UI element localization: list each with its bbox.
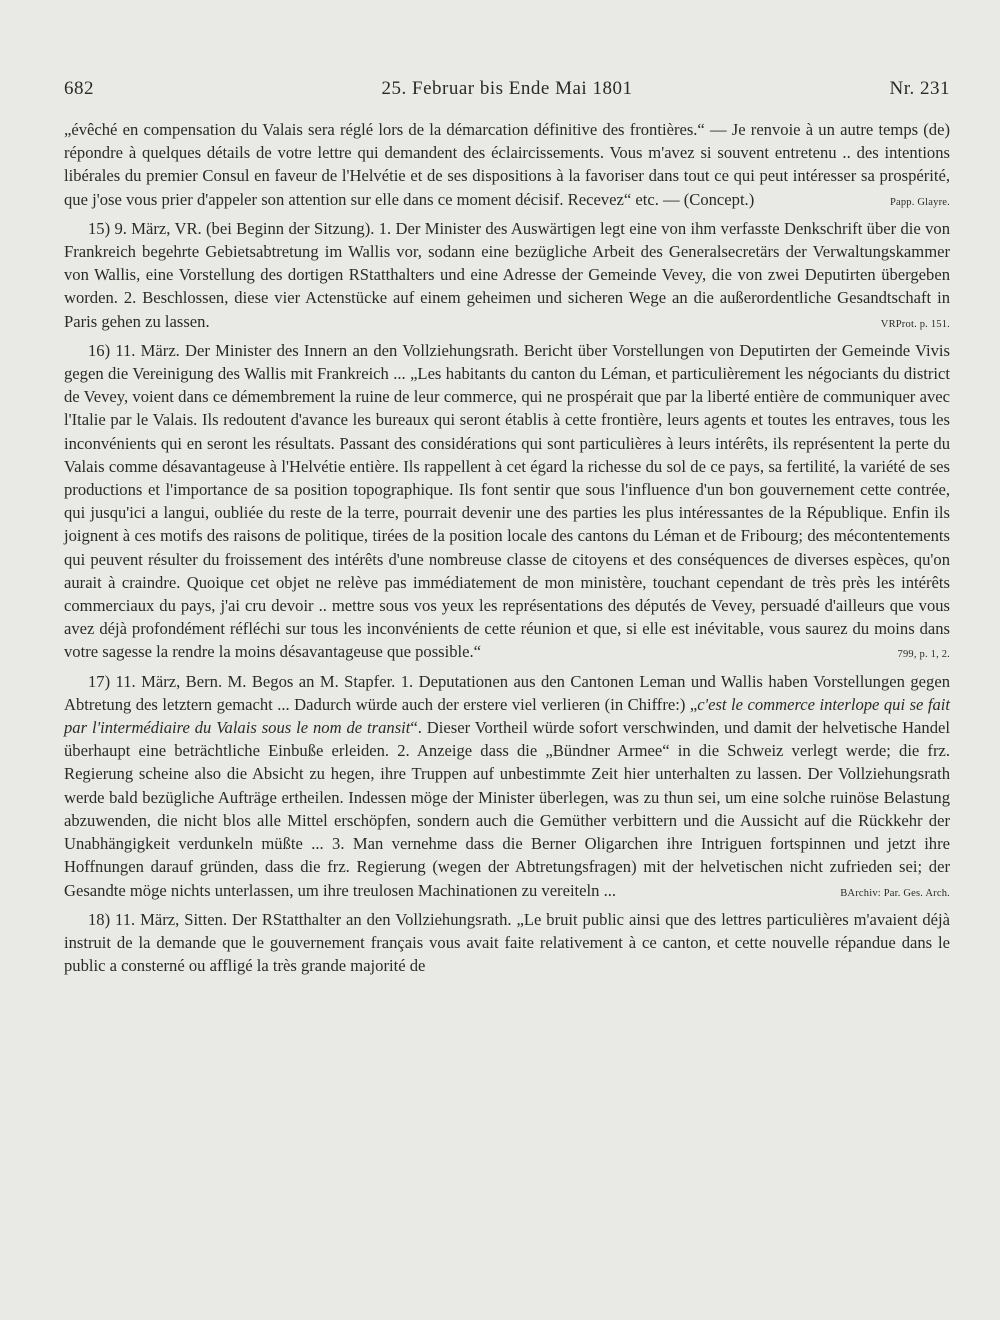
paragraph-continuation <box>64 118 950 211</box>
document-number: Nr. 231 <box>889 78 950 99</box>
paragraph-text: 16) 11. März. Der Minister des Innern an den Vollziehungsrath. Bericht über Vorstellungen von Deputirten der Gemeinde Vivis gegen die Vereinigung des Wallis mit Frankreich ... „Les habitants du canton du Léman, et particulièrement les négociants du district de Vevey, voient dans ce démembrement la ruine de leur commerce, qui ne prospérait que par la liberté entière de communiquer avec l'Italie par le Valais. Ils redoutent d'avance les bureaux qui seront établis à cette frontière, leurs agents et toutes les entraves, tous les inconvénients qui en seront les résultats. Passant des considérations qui sont particulières à leurs intérêts, ils représentent la perte du Valais comme désavantageuse à l'Helvétie entière. Ils rappellent à cet égard la richesse du sol de ce pays, sa fertilité, la variété de ses productions et l'importance de sa position topographique. Ils font sentir que sous l'influence d'un bon gouvernement cette contrée, qui jusqu'ici a langui, oubliée du reste de la terre, pourrait devenir une des parties les plus intéressantes de la République. Enfin ils joignent à ces motifs des raisons de politique, tirées de la position locale des cantons du Léman et de Fribourg; des mécontentements qui peuvent résulter du froissement des intérêts d'une nombreuse classe de citoyens et des conséquences de diverses espèces, qu'on aurait à craindre. Quoique cet objet ne relève pas immédiatement de mon ministère, touchant cependant de très près les intérêts commerciaux du pays, j'ai cru devoir .. mettre sous vos yeux les représentations des députés de Vevey, persuadé d'ailleurs que vous avez déjà profondément réfléchi sur tous les inconvénients de cette réunion et que, si elle est inévitable, vous saurez du moins dans votre sagesse la rendre la moins désavantageuse que possible.“ <box>64 340 950 662</box>
page-body <box>64 118 950 977</box>
source-reference: 799, p. 1, 2. <box>897 649 950 661</box>
page-number: 682 <box>64 78 94 99</box>
paragraph-text: “. Dieser Vortheil würde sofort verschwinden, und damit der helvetische Handel überhaupt eine beträchtliche Einbuße erleiden. 2. Anzeige dass die „Bündner Armee“ in die Schweiz verlegt werde; die frz. Regierung scheine also die Absicht zu hegen, ihre Truppen auf unbestimmte Zeit hier unterhalten zu lassen. Der Vollziehungsrath werde bald bezügliche Aufträge ertheilen. Indessen möge der Minister überlegen, was zu thun sei, um eine solche ruinöse Belastung abzuwenden, die nicht blos alle Mittel erschöpfen, sondern auch die Gemüther verbittern und die Aussicht auf die Rückkehr der Unabhängigkeit verdunkeln müßte ... 3. Man vernehme dass die Berner Oligarchen ihre Intriguen fortspinnen und jetzt ihre Hoffnungen darauf gründen, dass die frz. Regierung (wegen der Abtretungsfragen) mit der helvetischen nicht zufrieden sei; der Gesandte möge nichts unterlassen, um ihre treulosen Machinationen zu vereiteln ... <box>64 718 950 900</box>
paragraph-text: 17) 11. März, Bern. M. Begos an M. Stapfer. 1. Deputationen aus den Cantonen Leman und Wallis haben Vorstellungen gegen Abtretung des letztern gemacht ... Dadurch würde auch der erstere viel verlieren (in Chiffre:) „ <box>64 671 950 714</box>
running-title: 25. Februar bis Ende Mai 1801 <box>381 78 633 99</box>
entry-18 <box>64 908 950 978</box>
page-header <box>64 78 950 104</box>
paragraph-text: „évêché en compensation du Valais sera réglé lors de la démarcation définitive des frontières.“ — Je renvoie à un autre temps (de) répondre à quelques détails de votre lettre qui demandent des éclaircissements. Vous m'avez si souvent entretenu .. des intentions libérales du premier Consul en faveur de l'Helvétie et de ses dispositions à la favoriser dans tout ce qui peut intéresser sa prospérité, que j'ose vous prier d'appeler son attention sur elle dans ce moment décisif. Recevez“ etc. — (Concept.) <box>64 120 950 209</box>
source-reference: Papp. Glayre. <box>889 196 950 208</box>
entry-16 <box>64 339 950 664</box>
paragraph-text: 18) 11. März, Sitten. Der RStatthalter an den Vollziehungsrath. „Le bruit public ainsi que des lettres particulières m'avaient déjà instruit de la demande que le gouvernement français vous avait faite relativement à ce canton, et cette nouvelle répandue dans le public a consterné ou affligé la très grande majorité de <box>64 909 950 976</box>
entry-17 <box>64 670 950 902</box>
entry-15 <box>64 217 950 333</box>
source-reference: BArchiv: Par. Ges. Arch. <box>840 887 950 899</box>
paragraph-text: 15) 9. März, VR. (bei Beginn der Sitzung). 1. Der Minister des Auswärtigen legt eine von ihm verfasste Denkschrift über die von Frankreich begehrte Gebietsabtretung im Wallis vor, sodann eine bezügliche Arbeit des Generalsecretärs der Verwaltungskammer von Wallis, eine Vorstellung des dortigen RStatthalters und eine Adresse der Gemeinde Vevey, die von zwei Deputirten übergeben worden. 2. Beschlossen, diese vier Actenstücke auf einem geheimen und sicheren Wege an die außerordentliche Gesandtschaft in Paris gehen zu lassen. <box>64 218 950 331</box>
italic-quote: c'est le commerce interlope qui se fait par l'intermédiaire du Valais sous le nom de transit <box>64 694 950 738</box>
source-reference: VRProt. p. 151. <box>880 318 950 330</box>
